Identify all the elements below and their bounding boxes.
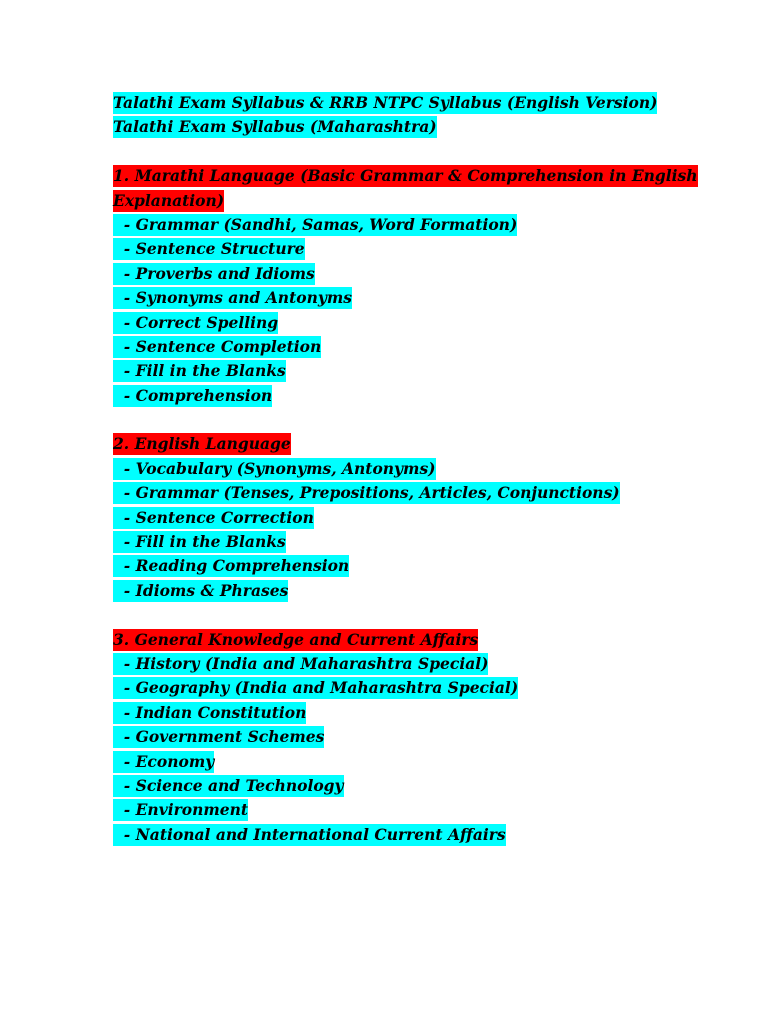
list-item: - Synonyms and Antonyms xyxy=(113,288,352,308)
list-item: - Science and Technology xyxy=(113,775,344,795)
list-item: - Government Schemes xyxy=(113,727,325,747)
list-item: - Sentence Correction xyxy=(113,507,314,527)
section-heading-english: 2. English Language xyxy=(113,434,291,454)
list-item: - Grammar (Sandhi, Samas, Word Formation) xyxy=(113,214,518,234)
list-item: - Proverbs and Idioms xyxy=(113,263,315,283)
list-item: - Sentence Completion xyxy=(113,336,322,356)
list-item: - Reading Comprehension xyxy=(113,556,350,576)
section-heading-gk: 3. General Knowledge and Current Affairs xyxy=(113,629,479,649)
list-item: - Geography (India and Maharashtra Special) xyxy=(113,678,519,698)
list-item: - Idioms & Phrases xyxy=(113,580,289,600)
list-item: - Economy xyxy=(113,751,215,771)
list-item: - Sentence Structure xyxy=(113,239,305,259)
list-item: - Grammar (Tenses, Prepositions, Articles, Conjunctions) xyxy=(113,483,620,503)
list-item: - Vocabulary (Synonyms, Antonyms) xyxy=(113,458,436,478)
list-item: - Fill in the Blanks xyxy=(113,361,286,381)
document-body xyxy=(113,91,698,847)
section-heading-marathi: 1. Marathi Language (Basic Grammar & Comprehension in English xyxy=(113,166,698,186)
list-item: - Correct Spelling xyxy=(113,312,279,332)
section-heading-marathi-cont: Explanation) xyxy=(113,190,225,210)
list-item: - Indian Constitution xyxy=(113,702,307,722)
list-item: - Comprehension xyxy=(113,385,273,405)
document-title: Talathi Exam Syllabus & RRB NTPC Syllabus (English Version) xyxy=(113,93,658,112)
document-subtitle: Talathi Exam Syllabus (Maharashtra) xyxy=(113,117,437,137)
list-item: - Fill in the Blanks xyxy=(113,532,286,552)
list-item: - National and International Current Affairs xyxy=(113,824,506,844)
list-item: - History (India and Maharashtra Special) xyxy=(113,653,489,673)
list-item: - Environment xyxy=(113,800,249,820)
